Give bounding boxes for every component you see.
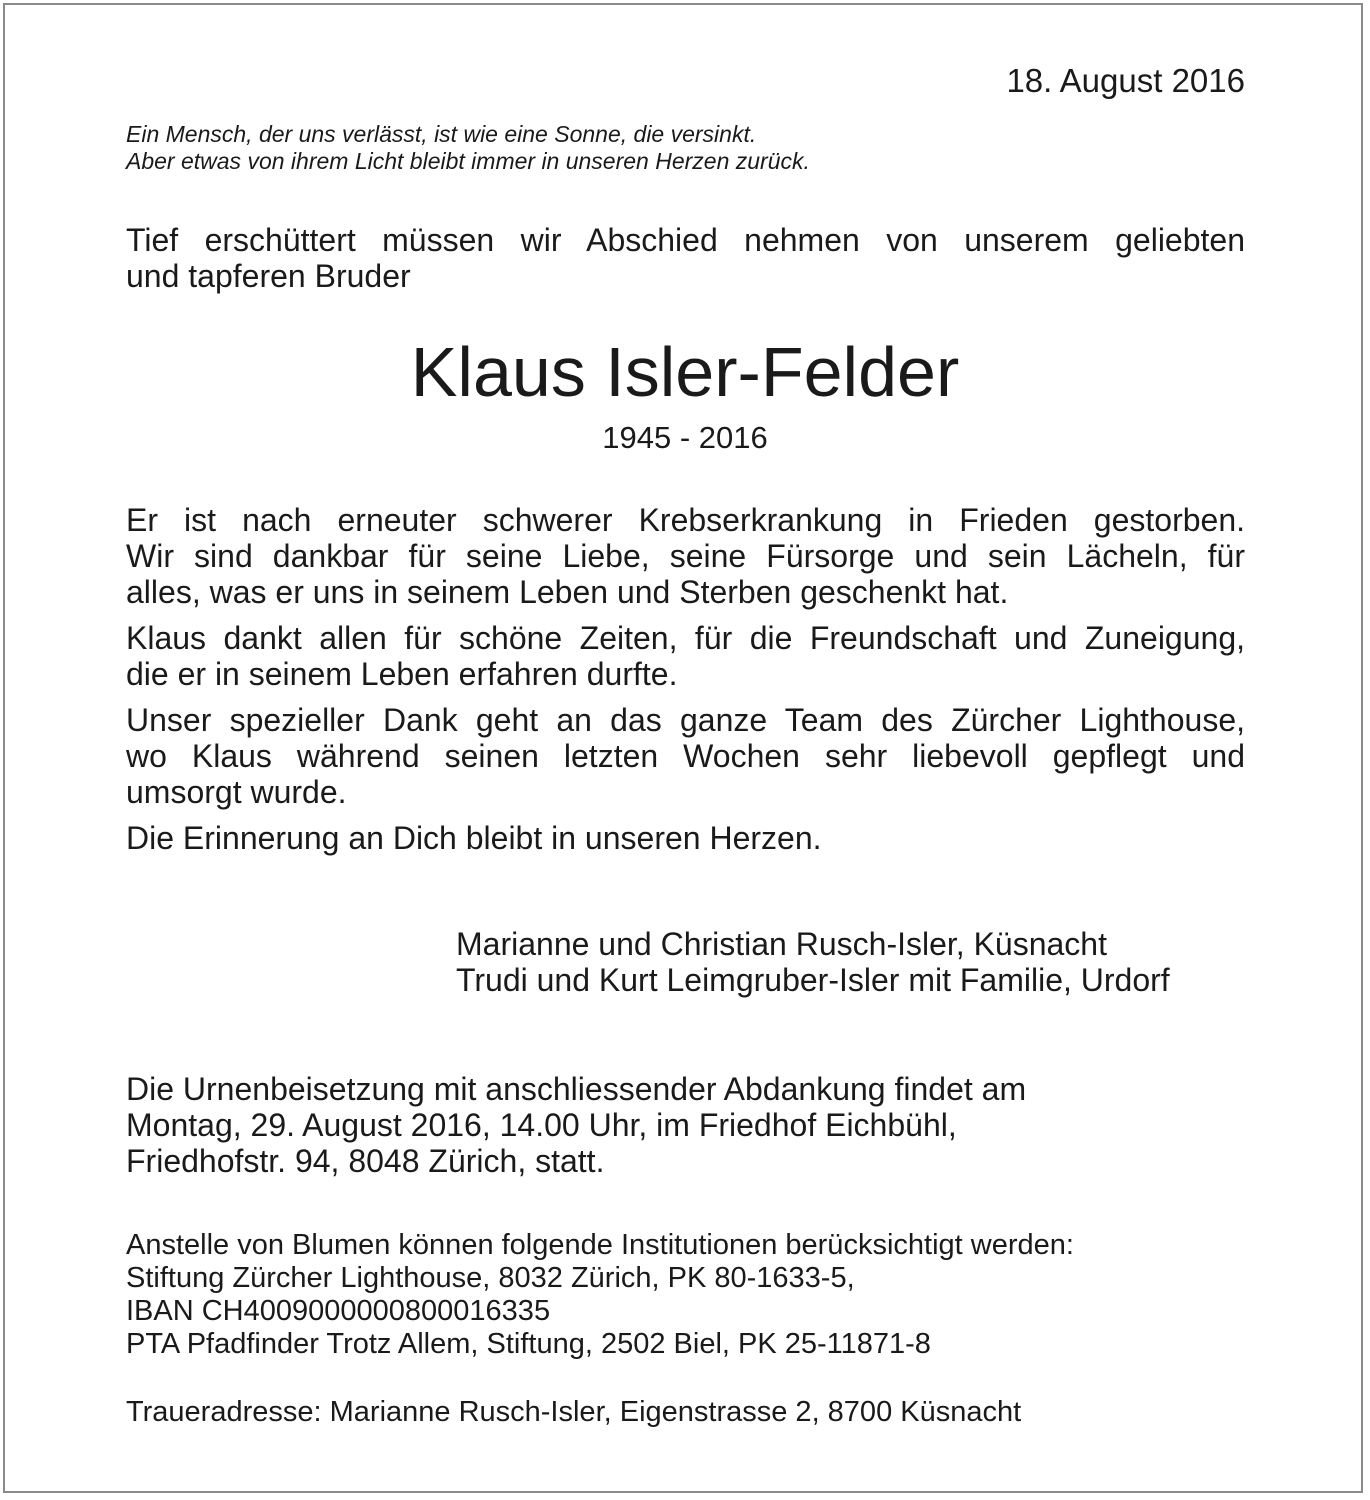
funeral-line: Friedhofstr. 94, 8048 Zürich, statt. (126, 1143, 605, 1179)
funeral-info (126, 1071, 1026, 1179)
paragraph (126, 702, 1245, 810)
signer-line: Marianne und Christian Rusch-Isler, Küsnacht (456, 926, 1107, 962)
funeral-line: Die Urnenbeisetzung mit anschliessender Abdankung findet am (126, 1071, 1027, 1107)
donation-line: IBAN CH4009000000800016335 (126, 1295, 551, 1327)
paragraph-line: die er in seinem Leben erfahren durfte. (126, 656, 678, 692)
intro-line: Tief erschüttert müssen wir Abschied nehmen von unserem geliebten (126, 222, 1245, 258)
publication-date: 18. August 2016 (1006, 62, 1245, 99)
donation-line: Anstelle von Blumen können folgende Institutionen berücksichtigt werden: (126, 1229, 1074, 1261)
paragraph-line: Unser spezieller Dank geht an das ganze Team des Zürcher Lighthouse, (126, 702, 1245, 738)
signers-block (456, 926, 1170, 998)
obituary-body (126, 502, 1245, 866)
paragraph-line: Klaus dankt allen für schöne Zeiten, für die Freundschaft und Zuneigung, (126, 620, 1245, 656)
mourning-address: Traueradresse: Marianne Rusch-Isler, Eigenstrasse 2, 8700 Küsnacht (126, 1396, 1022, 1428)
motto-line: Aber etwas von ihrem Licht bleibt immer in unseren Herzen zurück. (126, 148, 810, 174)
donation-line: PTA Pfadfinder Trotz Allem, Stiftung, 2502 Biel, PK 25-11871-8 (126, 1328, 931, 1360)
paragraph (126, 620, 1245, 692)
life-years: 1945 - 2016 (602, 420, 768, 455)
paragraph (126, 820, 1245, 856)
intro-line: und tapferen Bruder (126, 258, 411, 294)
signer-line: Trudi und Kurt Leimgruber-Isler mit Familie, Urdorf (456, 962, 1170, 998)
paragraph (126, 502, 1245, 610)
paragraph-line: umsorgt wurde. (126, 774, 347, 810)
paragraph-line: Er ist nach erneuter schwerer Krebserkrankung in Frieden gestorben. (126, 502, 1245, 538)
intro-text (126, 222, 1245, 294)
paragraph-line: Wir sind dankbar für seine Liebe, seine Fürsorge und sein Lächeln, für (126, 538, 1245, 574)
paragraph-line: alles, was er uns in seinem Leben und Sterben geschenkt hat. (126, 574, 1009, 610)
motto-quote (126, 121, 810, 175)
donation-line: Stiftung Zürcher Lighthouse, 8032 Zürich, PK 80-1633-5, (126, 1262, 855, 1294)
paragraph-line: wo Klaus während seinen letzten Wochen sehr liebevoll gepflegt und (126, 738, 1245, 774)
motto-line: Ein Mensch, der uns verlässt, ist wie eine Sonne, die versinkt. (126, 121, 757, 147)
funeral-line: Montag, 29. August 2016, 14.00 Uhr, im Friedhof Eichbühl, (126, 1107, 957, 1143)
deceased-name: Klaus Isler-Felder (410, 333, 960, 411)
paragraph-line: Die Erinnerung an Dich bleibt in unseren Herzen. (126, 820, 822, 856)
donations-info (126, 1229, 1074, 1361)
